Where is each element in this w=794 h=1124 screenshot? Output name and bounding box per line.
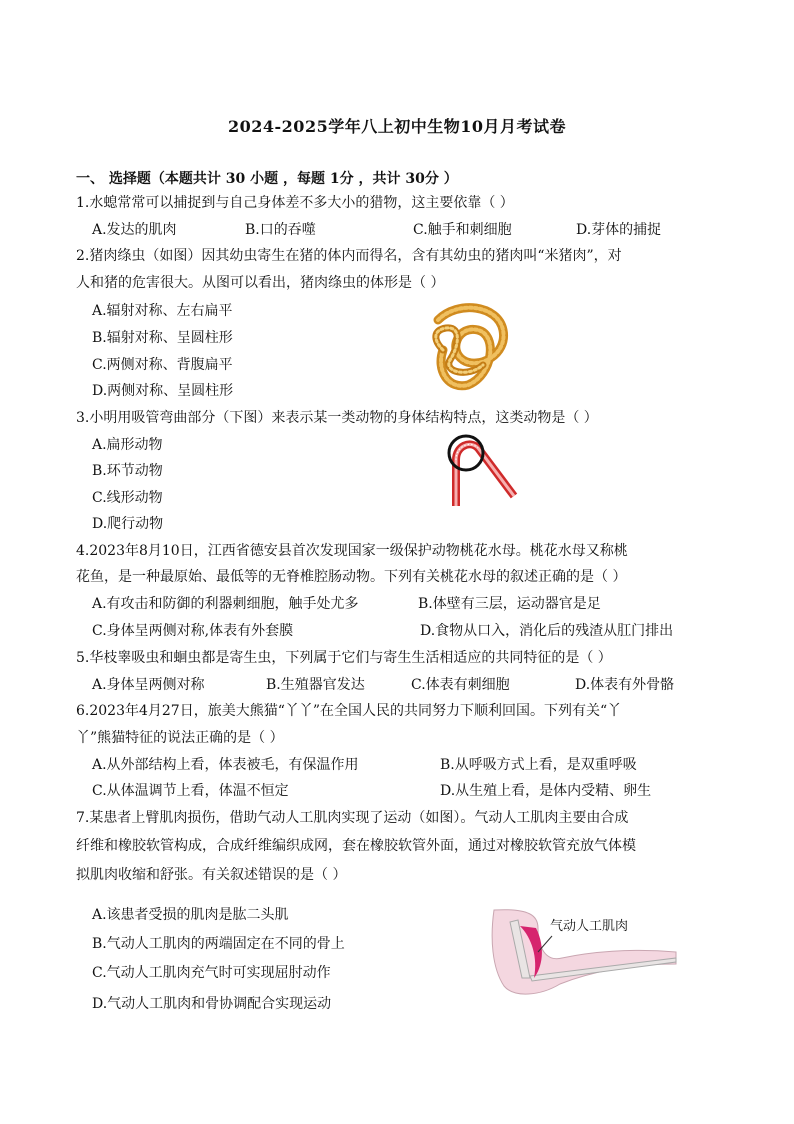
q7-figure-label: 气动人工肌肉 <box>550 919 629 934</box>
q7-stem-line1: 7.某患者上臂肌肉损伤，借助气动人工肌肉实现了运动（如图）。气动人工肌肉主要由合成 <box>76 810 629 826</box>
q3-option-b[interactable]: B.环节动物 <box>92 463 163 479</box>
q2-stem-line1: 2.猪肉绦虫（如图）因其幼虫寄生在猪的体内而得名，含有其幼虫的猪肉叫“米猪肉”，对 <box>76 248 622 264</box>
q5-option-a[interactable]: A.身体呈两侧对称 <box>92 677 205 693</box>
q2-option-b[interactable]: B.辐射对称、呈圆柱形 <box>92 330 233 346</box>
q2-option-c[interactable]: C.两侧对称、背腹扁平 <box>92 357 233 373</box>
q6-stem-line2: 丫”熊猫特征的说法正确的是（ ） <box>76 730 284 746</box>
q4-option-a[interactable]: A.有攻击和防御的利器刺细胞，触手处尤多 <box>92 596 359 612</box>
q3-option-c[interactable]: C.线形动物 <box>92 490 163 506</box>
q3-stem: 3.小明用吸管弯曲部分（下图）来表示某一类动物的身体结构特点，这类动物是（ ） <box>76 410 598 426</box>
q5-option-d[interactable]: D.体表有外骨骼 <box>575 677 675 693</box>
q6-option-b[interactable]: B.从呼吸方式上看，是双重呼吸 <box>440 757 637 773</box>
q4-option-c[interactable]: C.身体呈两侧对称,体表有外套膜 <box>92 623 294 639</box>
q1-stem: 1.水螅常常可以捕捉到与自己身体差不多大小的猎物，这主要依靠（ ） <box>76 195 514 211</box>
q7-stem-line3: 拟肌肉收缩和舒张。有关叙述错误的是（ ） <box>76 867 347 883</box>
q2-stem-line2: 人和猪的危害很大。从图可以看出，猪肉绦虫的体形是（ ） <box>76 275 445 291</box>
q3-option-d[interactable]: D.爬行动物 <box>92 516 164 532</box>
q4-option-d[interactable]: D.食物从口入，消化后的残渣从肛门排出 <box>420 623 674 639</box>
q6-option-c[interactable]: C.从体温调节上看，体温不恒定 <box>92 783 289 799</box>
q2-option-d[interactable]: D.两侧对称、呈圆柱形 <box>92 383 234 399</box>
q3-option-a[interactable]: A.扁形动物 <box>92 437 163 453</box>
q4-option-b[interactable]: B.体壁有三层，运动器官是足 <box>418 596 601 612</box>
q1-option-c[interactable]: C.触手和刺细胞 <box>413 222 512 238</box>
q6-option-a[interactable]: A.从外部结构上看，体表被毛，有保温作用 <box>92 757 359 773</box>
q1-option-b[interactable]: B.口的吞噬 <box>245 222 316 238</box>
straw-figure <box>446 430 526 510</box>
q4-stem-line1: 4.2023年8月10日，江西省德安县首次发现国家一级保护动物桃花水母。桃花水母又称桃 <box>76 543 628 559</box>
q1-option-d[interactable]: D.芽体的捕捉 <box>576 222 662 238</box>
q2-option-a[interactable]: A.辐射对称、左右扁平 <box>92 303 233 319</box>
q7-stem-line2: 纤维和橡胶软管构成，合成纤维编织成网，套在橡胶软管外面，通过对橡胶软管充放气体模 <box>76 838 636 854</box>
q7-option-c[interactable]: C.气动人工肌肉充气时可实现屈肘动作 <box>92 965 331 981</box>
q7-option-d[interactable]: D.气动人工肌肉和骨协调配合实现运动 <box>92 996 332 1012</box>
q7-option-b[interactable]: B.气动人工肌肉的两端固定在不同的骨上 <box>92 936 345 952</box>
q5-option-b[interactable]: B.生殖器官发达 <box>266 677 365 693</box>
q1-option-a[interactable]: A.发达的肌肉 <box>92 222 177 238</box>
arm-muscle-figure <box>490 908 680 998</box>
q5-option-c[interactable]: C.体表有刺细胞 <box>411 677 510 693</box>
q6-stem-line1: 6.2023年4月27日，旅美大熊猫“丫丫”在全国人民的共同努力下顺利回国。下列有关“丫 <box>76 703 622 719</box>
q7-option-a[interactable]: A.该患者受损的肌肉是肱二头肌 <box>92 907 289 923</box>
q6-option-d[interactable]: D.从生殖上看，是体内受精、卵生 <box>440 783 652 799</box>
q5-stem: 5.华枝睾吸虫和蛔虫都是寄生虫，下列属于它们与寄生生活相适应的共同特征的是（ ） <box>76 650 612 666</box>
page-title: 2024-2025学年八上初中生物10月月考试卷 <box>228 117 566 136</box>
section-heading: 一、 选择题（本题共计 30 小题 ，每题 1分 ，共计 30分 ） <box>76 171 458 187</box>
tapeworm-figure <box>428 300 512 392</box>
q4-stem-line2: 花鱼，是一种最原始、最低等的无脊椎腔肠动物。下列有关桃花水母的叙述正确的是（ ） <box>76 569 627 585</box>
